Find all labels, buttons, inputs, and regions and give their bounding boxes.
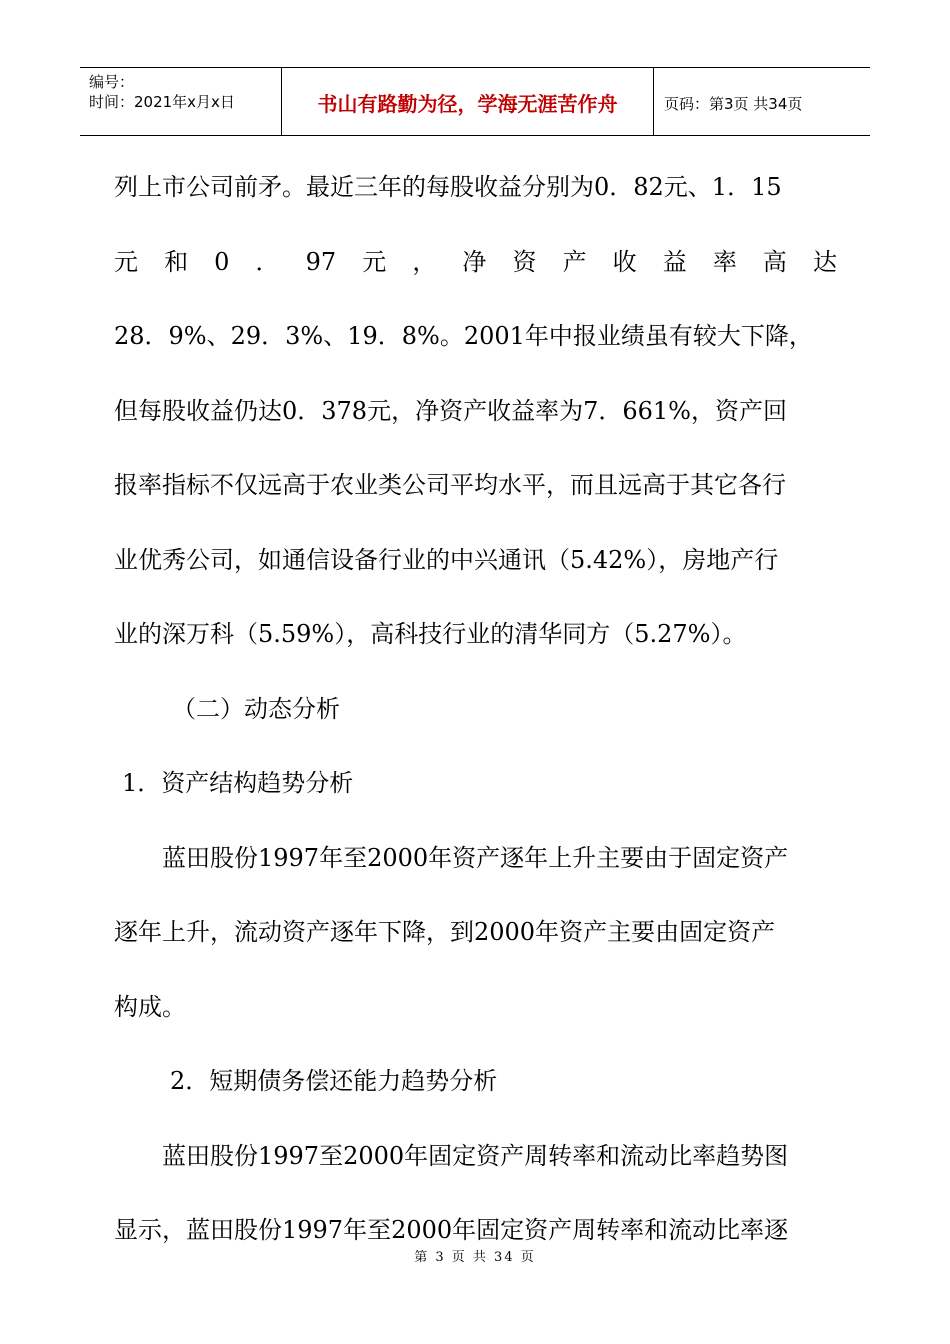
header-motto: 书山有路勤为径，学海无涯苦作舟	[282, 68, 654, 135]
paragraph-line: 但每股收益仍达0．378元，净资产收益率为7．661%，资产回	[114, 396, 787, 425]
paragraph-line: 列上市公司前矛。最近三年的每股收益分别为0．82元、1．15	[114, 173, 782, 201]
paragraph-line: 显示，蓝田股份1997年至2000年固定资产周转率和流动比率逐	[114, 1216, 789, 1244]
section-heading: （二）动态分析	[172, 694, 340, 723]
paragraph-line: 蓝田股份1997年至2000年资产逐年上升主要由于固定资产	[162, 843, 789, 872]
document-body	[114, 150, 837, 1268]
page-footer: 第 3 页 共 34 页	[414, 1250, 536, 1265]
paragraph-line: 28．9%、29．3%、19．8%。2001年中报业绩虽有较大下降，	[114, 322, 813, 350]
header-page-label: 页码：第3页 共34页	[664, 94, 803, 113]
subsection-heading: 2．短期债务偿还能力趋势分析	[170, 1067, 498, 1095]
paragraph-line: 业优秀公司，如通信设备行业的中兴通讯（5.42%），房地产行	[114, 545, 779, 574]
paragraph-line: 报率指标不仅远高于农业类公司平均水平，而且远高于其它各行	[114, 471, 786, 499]
paragraph-line: 逐年上升，流动资产逐年下降，到2000年资产主要由固定资产	[114, 918, 776, 946]
paragraph-line: 蓝田股份1997至2000年固定资产周转率和流动比率趋势图	[162, 1141, 789, 1170]
subsection-heading: 1．资产结构趋势分析	[122, 769, 354, 797]
header-meta	[80, 68, 282, 135]
paragraph-line: 构成。	[114, 992, 186, 1021]
paragraph-line: 业的深万科（5.59%），高科技行业的清华同方（5.27%）。	[114, 620, 747, 648]
time-label: 时间：2021年x月x日	[89, 93, 235, 111]
page-header	[80, 67, 870, 136]
paragraph-line: 元和0．97元，净资产收益率高达	[114, 247, 837, 276]
serial-label: 编号：	[89, 73, 135, 91]
